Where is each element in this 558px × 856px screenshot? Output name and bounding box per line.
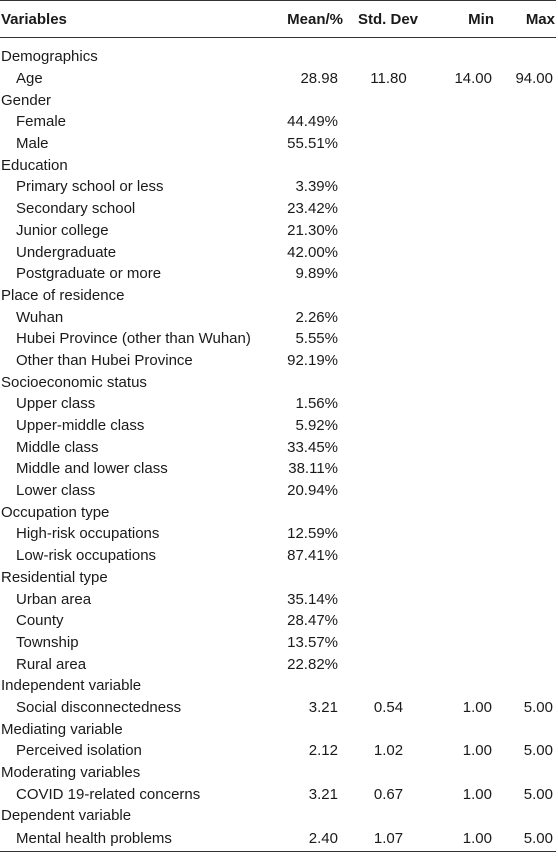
- cell-mean: 22.82%: [287, 655, 338, 673]
- cell-mean: 3.21: [308, 785, 338, 803]
- cell-std-dev: [344, 154, 433, 176]
- cell-min: [433, 263, 495, 285]
- row-label: Dependent variable: [1, 807, 132, 825]
- cell-max: [495, 610, 556, 632]
- row-label: Female: [16, 113, 67, 131]
- cell-min: [433, 198, 495, 220]
- cell-std-dev: [344, 610, 433, 632]
- header-variables: Variables: [0, 1, 268, 38]
- cell-min: [433, 632, 495, 654]
- cell-mean: 38.11%: [288, 460, 338, 478]
- table-row: [0, 133, 556, 155]
- cell-std-dev: [344, 632, 433, 654]
- cell-std-dev: [344, 306, 433, 328]
- cell-std-dev: [344, 523, 433, 545]
- cell-max: [495, 415, 556, 437]
- row-label: Undergraduate: [16, 243, 117, 261]
- cell-max: 5.00: [523, 698, 553, 716]
- header-max: Max: [495, 1, 556, 38]
- cell-min: [433, 393, 495, 415]
- cell-std-dev: [344, 458, 433, 480]
- table-row: [0, 783, 556, 805]
- row-label: Demographics: [1, 48, 98, 66]
- cell-std-dev: [344, 198, 433, 220]
- cell-min: [433, 567, 495, 589]
- cell-max: 94.00: [515, 70, 553, 88]
- row-label: Low-risk occupations: [16, 547, 157, 565]
- row-label: Socioeconomic status: [1, 373, 147, 391]
- row-label: Urban area: [16, 590, 92, 608]
- cell-mean: 9.89%: [295, 265, 338, 283]
- cell-min: [433, 718, 495, 740]
- row-label: Primary school or less: [16, 178, 164, 196]
- group-header-row: [0, 38, 556, 68]
- cell-min: [433, 154, 495, 176]
- row-label: Occupation type: [1, 503, 110, 521]
- cell-min: [433, 371, 495, 393]
- cell-min: [433, 328, 495, 350]
- group-header-row: [0, 805, 556, 827]
- cell-std-dev: [344, 805, 433, 827]
- cell-std-dev: [344, 350, 433, 372]
- cell-min: [433, 89, 495, 111]
- cell-std-dev: [344, 718, 433, 740]
- row-label: Postgraduate or more: [16, 265, 162, 283]
- table-row: [0, 220, 556, 242]
- cell-max: 5.00: [523, 785, 553, 803]
- cell-std-dev: [344, 480, 433, 502]
- cell-max: [495, 38, 556, 68]
- table-row: [0, 653, 556, 675]
- table-row: [0, 350, 556, 372]
- cell-min: [433, 415, 495, 437]
- row-label: Place of residence: [1, 286, 125, 304]
- group-header-row: [0, 371, 556, 393]
- cell-std-dev: [344, 393, 433, 415]
- cell-min: [433, 133, 495, 155]
- group-header-row: [0, 718, 556, 740]
- cell-std-dev: 0.67: [373, 785, 404, 803]
- cell-max: [495, 545, 556, 567]
- cell-mean: [268, 675, 344, 697]
- cell-std-dev: [344, 328, 433, 350]
- table-row: [0, 523, 556, 545]
- cell-min: [433, 501, 495, 523]
- cell-std-dev: [344, 588, 433, 610]
- table-row: [0, 827, 556, 852]
- cell-min: [433, 220, 495, 242]
- header-row: [0, 1, 556, 38]
- row-label: Township: [16, 633, 79, 651]
- cell-std-dev: [344, 436, 433, 458]
- cell-max: [495, 393, 556, 415]
- cell-std-dev: [344, 133, 433, 155]
- cell-std-dev: [344, 89, 433, 111]
- table-row: [0, 176, 556, 198]
- row-label: Social disconnectedness: [16, 698, 182, 716]
- row-label: Male: [16, 135, 49, 153]
- cell-max: [495, 371, 556, 393]
- cell-mean: 12.59%: [287, 525, 338, 543]
- cell-std-dev: [344, 567, 433, 589]
- cell-max: [495, 111, 556, 133]
- cell-max: [495, 154, 556, 176]
- cell-mean: 55.51%: [287, 135, 338, 153]
- cell-max: [495, 328, 556, 350]
- cell-mean: [268, 38, 344, 68]
- cell-max: [495, 567, 556, 589]
- cell-mean: 3.39%: [295, 178, 338, 196]
- cell-min: 1.00: [433, 827, 495, 852]
- cell-min: [433, 762, 495, 784]
- cell-mean: [268, 89, 344, 111]
- cell-mean: [268, 501, 344, 523]
- cell-mean: 21.30%: [287, 221, 338, 239]
- row-label: High-risk occupations: [16, 525, 160, 543]
- table-row: [0, 306, 556, 328]
- cell-max: [495, 588, 556, 610]
- cell-min: [433, 350, 495, 372]
- cell-max: [495, 133, 556, 155]
- cell-mean: [268, 805, 344, 827]
- cell-max: [495, 653, 556, 675]
- table-row: [0, 241, 556, 263]
- row-label: Wuhan: [16, 308, 64, 326]
- cell-max: [495, 285, 556, 307]
- table-row: [0, 415, 556, 437]
- cell-std-dev: [344, 220, 433, 242]
- cell-mean: 87.41%: [287, 547, 338, 565]
- cell-mean: [268, 718, 344, 740]
- cell-std-dev: [344, 501, 433, 523]
- cell-max: [495, 805, 556, 827]
- cell-std-dev: [344, 176, 433, 198]
- cell-min: [433, 436, 495, 458]
- table-header: [0, 1, 556, 38]
- cell-max: [495, 263, 556, 285]
- cell-mean: 35.14%: [287, 590, 338, 608]
- row-label: Other than Hubei Province: [16, 351, 193, 369]
- row-label: Perceived isolation: [16, 742, 142, 760]
- cell-mean: 44.49%: [287, 113, 338, 131]
- group-header-row: [0, 675, 556, 697]
- cell-min: [433, 306, 495, 328]
- cell-min: [433, 241, 495, 263]
- cell-mean: [268, 154, 344, 176]
- cell-min: [433, 38, 495, 68]
- cell-mean: 28.47%: [287, 612, 338, 630]
- cell-mean: 2.26%: [295, 308, 338, 326]
- table-row: [0, 328, 556, 350]
- cell-mean: 33.45%: [287, 438, 338, 456]
- cell-std-dev: [344, 241, 433, 263]
- cell-max: [495, 436, 556, 458]
- row-label: Age: [16, 70, 43, 88]
- cell-std-dev: [344, 675, 433, 697]
- table-row: [0, 610, 556, 632]
- row-label: County: [16, 612, 64, 630]
- cell-std-dev: [344, 285, 433, 307]
- cell-mean: [268, 371, 344, 393]
- group-header-row: [0, 154, 556, 176]
- cell-std-dev: 11.80: [370, 70, 407, 88]
- row-label: COVID 19-related concerns: [16, 785, 201, 803]
- cell-min: 1.00: [462, 742, 492, 760]
- row-label: Hubei Province (other than Wuhan): [16, 330, 251, 348]
- table-row: [0, 393, 556, 415]
- cell-std-dev: [344, 371, 433, 393]
- cell-max: [495, 762, 556, 784]
- cell-std-dev: 1.02: [373, 742, 404, 760]
- cell-min: 14.00: [454, 70, 492, 88]
- row-label: Residential type: [1, 568, 108, 586]
- cell-min: [433, 111, 495, 133]
- cell-max: [495, 89, 556, 111]
- cell-max: [495, 350, 556, 372]
- row-label: Secondary school: [16, 200, 136, 218]
- cell-mean: [268, 567, 344, 589]
- row-label: Mediating variable: [1, 720, 123, 738]
- cell-min: [433, 480, 495, 502]
- table-row: [0, 198, 556, 220]
- cell-mean: 3.21: [308, 698, 338, 716]
- row-label: Education: [1, 156, 68, 174]
- cell-min: [433, 458, 495, 480]
- cell-mean: 1.56%: [295, 395, 338, 413]
- table-row: [0, 480, 556, 502]
- cell-max: [495, 523, 556, 545]
- table-body: [0, 38, 556, 852]
- group-header-row: [0, 285, 556, 307]
- cell-min: 1.00: [462, 698, 492, 716]
- cell-mean: [268, 762, 344, 784]
- group-header-row: [0, 501, 556, 523]
- row-label: Middle class: [16, 438, 99, 456]
- row-label: Upper-middle class: [16, 417, 145, 435]
- cell-mean: 2.12: [308, 742, 338, 760]
- group-header-row: [0, 762, 556, 784]
- cell-std-dev: 1.07: [344, 827, 433, 852]
- table-row: [0, 111, 556, 133]
- cell-max: [495, 675, 556, 697]
- cell-std-dev: 0.54: [373, 698, 404, 716]
- cell-max: [495, 241, 556, 263]
- row-label: Gender: [1, 91, 52, 109]
- header-mean: Mean/%: [268, 1, 344, 38]
- cell-min: [433, 588, 495, 610]
- cell-mean: 5.92%: [295, 417, 338, 435]
- table-row: [0, 545, 556, 567]
- row-label: Lower class: [16, 482, 96, 500]
- cell-min: [433, 523, 495, 545]
- cell-min: [433, 653, 495, 675]
- cell-max: [495, 480, 556, 502]
- cell-min: [433, 176, 495, 198]
- cell-min: [433, 675, 495, 697]
- table-row: [0, 436, 556, 458]
- cell-max: [495, 306, 556, 328]
- cell-min: [433, 285, 495, 307]
- cell-mean: 2.40: [268, 827, 344, 852]
- cell-mean: 20.94%: [287, 482, 338, 500]
- cell-mean: 28.98: [300, 70, 338, 88]
- cell-min: [433, 805, 495, 827]
- cell-min: 1.00: [462, 785, 492, 803]
- table-row: [0, 68, 556, 90]
- cell-mean: 42.00%: [287, 243, 338, 261]
- row-label: Junior college: [16, 221, 109, 239]
- cell-std-dev: [344, 545, 433, 567]
- row-label: Moderating variables: [1, 764, 141, 782]
- row-label: Upper class: [16, 395, 96, 413]
- cell-max: [495, 632, 556, 654]
- cell-max: [495, 176, 556, 198]
- cell-max: [495, 501, 556, 523]
- row-label: Rural area: [16, 655, 87, 673]
- cell-max: 5.00: [523, 742, 553, 760]
- cell-max: [495, 198, 556, 220]
- header-std-dev: Std. Dev: [344, 1, 433, 38]
- cell-std-dev: [344, 415, 433, 437]
- cell-max: [495, 220, 556, 242]
- cell-min: [433, 545, 495, 567]
- cell-min: [433, 610, 495, 632]
- cell-mean: [268, 285, 344, 307]
- table-row: [0, 697, 556, 719]
- row-label: Mental health problems: [0, 827, 268, 852]
- cell-max: [495, 458, 556, 480]
- cell-mean: 23.42%: [287, 200, 338, 218]
- cell-std-dev: [344, 263, 433, 285]
- cell-std-dev: [344, 653, 433, 675]
- row-label: Middle and lower class: [16, 460, 168, 478]
- header-min: Min: [433, 1, 495, 38]
- cell-std-dev: [344, 38, 433, 68]
- cell-std-dev: [344, 111, 433, 133]
- table-row: [0, 263, 556, 285]
- group-header-row: [0, 89, 556, 111]
- table-row: [0, 740, 556, 762]
- cell-mean: 13.57%: [287, 633, 338, 651]
- cell-max: [495, 718, 556, 740]
- cell-mean: 92.19%: [287, 351, 338, 369]
- cell-std-dev: [344, 762, 433, 784]
- table-row: [0, 458, 556, 480]
- row-label: Independent variable: [1, 677, 142, 695]
- group-header-row: [0, 567, 556, 589]
- table-row: [0, 588, 556, 610]
- table-row: [0, 632, 556, 654]
- cell-mean: 5.55%: [295, 330, 338, 348]
- cell-max: 5.00: [495, 827, 556, 852]
